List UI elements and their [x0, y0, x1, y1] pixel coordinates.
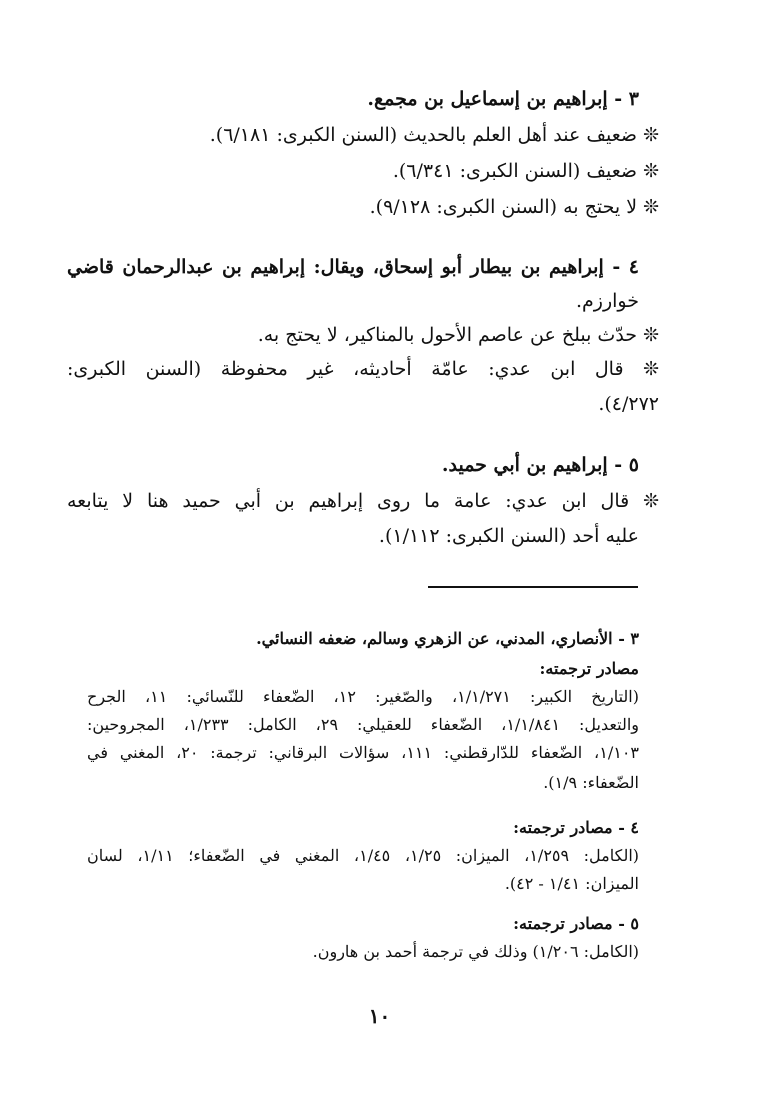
footnote-3-line-6: الضّعفاء: ١/٩). [543, 773, 639, 792]
entry-4-item-1: ❊ حدّث ببلخ عن عاصم الأحول بالمناكير، لا يحتج به. [257, 324, 659, 346]
entry-5-item-1-continued: عليه أحد (السنن الكبرى: ١/١١٢). [378, 525, 639, 547]
footnote-3-line-5: ١/١٠٣، الضّعفاء للدّارقطني: ١١١، سؤالات البرقاني: ترجمة: ٢٠، المغني في [87, 743, 639, 762]
entry-4-item-2: ❊ قال ابن عدي: عامّة أحاديثه، غير محفوظة (السنن الكبرى: [67, 358, 659, 380]
footnote-3-sources-label: مصادر ترجمته: [539, 659, 639, 678]
footnote-5-line-2: (الكامل: ١/٢٠٦) وذلك في ترجمة أحمد بن هارون. [312, 942, 639, 961]
entry-3-item-3: ❊ لا يحتج به (السنن الكبرى: ٩/١٢٨). [369, 196, 659, 218]
footnote-5-sources-label: ٥ - مصادر ترجمته: [513, 914, 639, 933]
entry-3-item-1: ❊ ضعيف عند أهل العلم بالحديث (السنن الكبرى: ٦/١٨١). [209, 124, 659, 146]
footnote-3-line-3: (التاريخ الكبير: ١/١/٢٧١، والصّغير: ١٢، الضّعفاء للنّسائي: ١١، الجرح [87, 687, 639, 706]
entry-5-heading: ٥ - إبراهيم بن أبي حميد. [441, 454, 639, 476]
page-number: ١٠ [368, 1004, 391, 1028]
entry-4-item-2-continued: ٤/٢٧٢). [598, 393, 659, 415]
footnote-3-line-1: ٣ - الأنصاري، المدني، عن الزهري وسالم، ضعفه النسائي. [256, 629, 639, 648]
entry-4-heading-line-1: ٤ - إبراهيم بن بيطار أبو إسحاق، ويقال: إبراهيم بن عبدالرحمان قاضي [67, 256, 639, 278]
entry-4-heading-line-2: خوارزم. [576, 290, 639, 312]
footnote-separator-rule [428, 586, 638, 588]
footnote-4-line-2: (الكامل: ١/٢٥٩، الميزان: ١/٢٥، ١/٤٥، المغني في الضّعفاء؛ ١/١١، لسان [87, 846, 640, 865]
entry-5-item-1: ❊ قال ابن عدي: عامة ما روى إبراهيم بن أبي حميد هنا لا يتابعه [67, 490, 659, 512]
footnote-4-sources-label: ٤ - مصادر ترجمته: [513, 818, 639, 837]
entry-3-item-2: ❊ ضعيف (السنن الكبرى: ٦/٣٤١). [392, 160, 659, 182]
footnote-4-line-3: الميزان: ١/٤١ - ٤٢). [504, 874, 639, 893]
footnote-3-line-4: والتعديل: ١/١/٨٤١، الضّعفاء للعقيلي: ٢٩، الكامل: ١/٢٣٣، المجروحين: [87, 715, 639, 734]
entry-3-heading: ٣ - إبراهيم بن إسماعيل بن مجمع. [367, 88, 639, 110]
